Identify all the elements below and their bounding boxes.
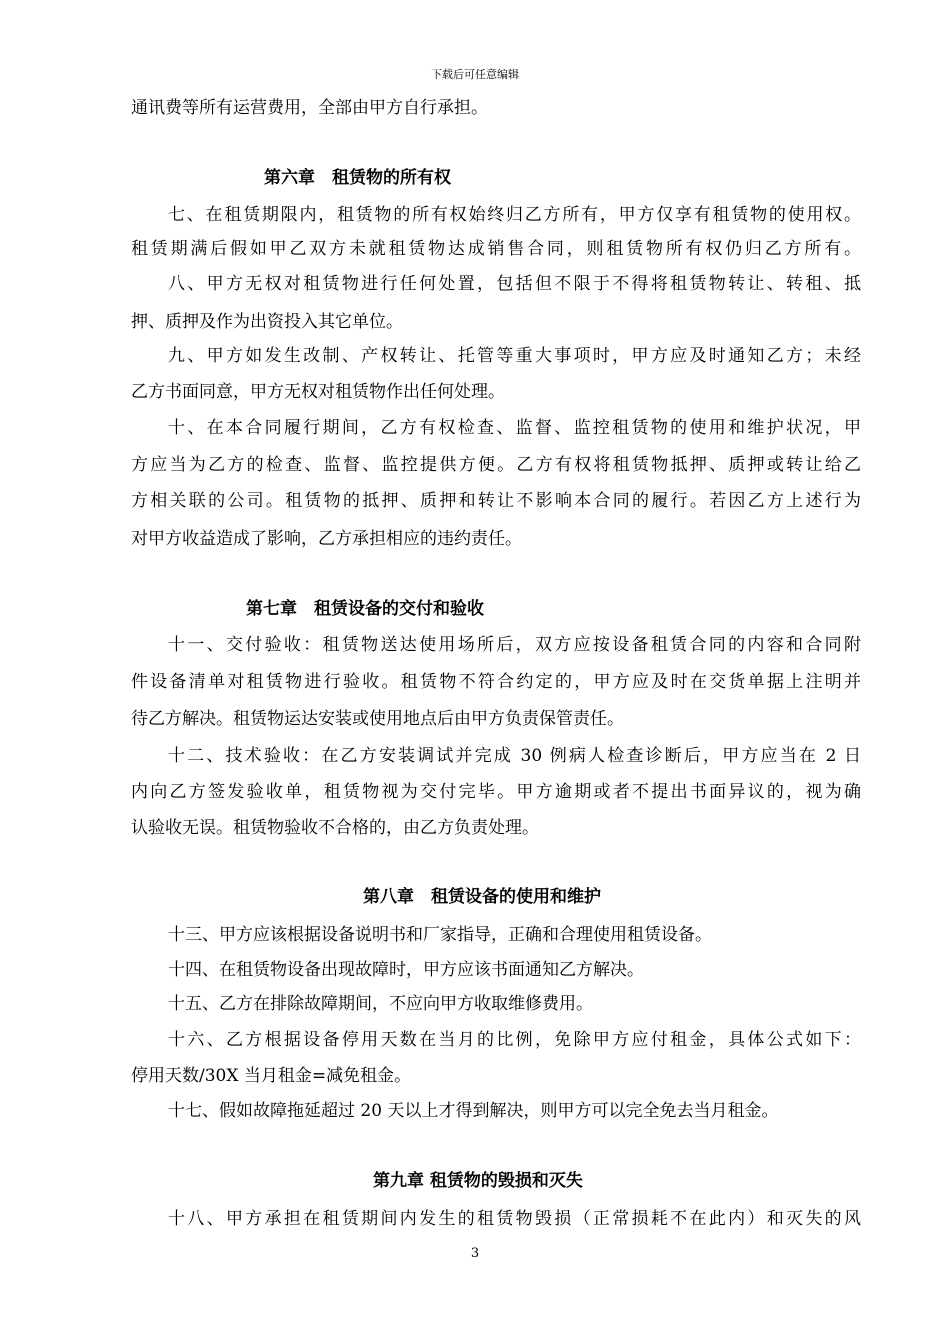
paragraph-line: 乙方书面同意，甲方无权对租赁物作出任何处理。	[131, 382, 505, 402]
paragraph-line: 认验收无误。租赁物验收不合格的，由乙方负责处理。	[131, 818, 539, 838]
paragraph-line: 十六、乙方根据设备停用天数在当月的比例，免除甲方应付租金，具体公式如下：	[168, 1030, 861, 1050]
paragraph-line: 十八、甲方承担在租赁期间内发生的租赁物毁损（正常损耗不在此内）和灭失的风	[168, 1209, 861, 1229]
page-number: 3	[470, 1246, 480, 1261]
paragraph-line: 七、在租赁期限内，租赁物的所有权始终归乙方所有，甲方仅享有租赁物的使用权。	[168, 205, 861, 225]
paragraph-line: 件设备清单对租赁物进行验收。租赁物不符合约定的，甲方应及时在交货单据上注明并	[131, 672, 861, 692]
paragraph-line: 九、甲方如发生改制、产权转让、托管等重大事项时，甲方应及时通知乙方；未经	[168, 346, 861, 366]
paragraph-line: 十四、在租赁物设备出现故障时，甲方应该书面通知乙方解决。	[168, 960, 644, 980]
chapter-6-heading: 第六章 租赁物的所有权	[264, 168, 451, 188]
paragraph-line: 十七、假如故障拖延超过 20 天以上才得到解决，则甲方可以完全免去当月租金。	[168, 1101, 779, 1121]
paragraph-line: 待乙方解决。租赁物运达安装或使用地点后由甲方负责保管责任。	[131, 709, 624, 729]
paragraph-line: 通讯费等所有运营费用，全部由甲方自行承担。	[131, 98, 488, 118]
chapter-8-heading: 第八章 租赁设备的使用和维护	[363, 887, 601, 907]
paragraph-line: 方应当为乙方的检查、监督、监控提供方便。乙方有权将租赁物抵押、质押或转让给乙	[131, 455, 861, 475]
paragraph-line: 十、在本合同履行期间，乙方有权检查、监督、监控租赁物的使用和维护状况，甲	[168, 418, 861, 438]
paragraph-line: 停用天数/30X 当月租金=减免租金。	[131, 1066, 412, 1086]
paragraph-line: 十二、技术验收：在乙方安装调试并完成 30 例病人检查诊断后，甲方应当在 2 日	[168, 746, 861, 766]
paragraph-line: 八、甲方无权对租赁物进行任何处置，包括但不限于不得将租赁物转让、转租、抵	[168, 274, 861, 294]
paragraph-line: 对甲方收益造成了影响，乙方承担相应的违约责任。	[131, 529, 522, 549]
chapter-9-heading: 第九章 租赁物的毁损和灭失	[373, 1171, 583, 1191]
paragraph-line: 押、质押及作为出资投入其它单位。	[131, 312, 403, 332]
header-note: 下载后可任意编辑	[431, 68, 519, 81]
chapter-7-heading: 第七章 租赁设备的交付和验收	[246, 599, 484, 619]
paragraph-line: 十五、乙方在排除故障期间，不应向甲方收取维修费用。	[168, 994, 593, 1014]
paragraph-line: 内向乙方签发验收单，租赁物视为交付完毕。甲方逾期或者不提出书面异议的，视为确	[131, 782, 861, 802]
paragraph-line: 十三、甲方应该根据设备说明书和厂家指导，正确和合理使用租赁设备。	[168, 925, 712, 945]
paragraph-line: 十一、交付验收：租赁物送达使用场所后，双方应按设备租赁合同的内容和合同附	[168, 635, 861, 655]
paragraph-line: 租赁期满后假如甲乙双方未就租赁物达成销售合同，则租赁物所有权仍归乙方所有。	[131, 239, 861, 259]
paragraph-line: 方相关联的公司。租赁物的抵押、质押和转让不影响本合同的履行。若因乙方上述行为	[131, 491, 861, 511]
